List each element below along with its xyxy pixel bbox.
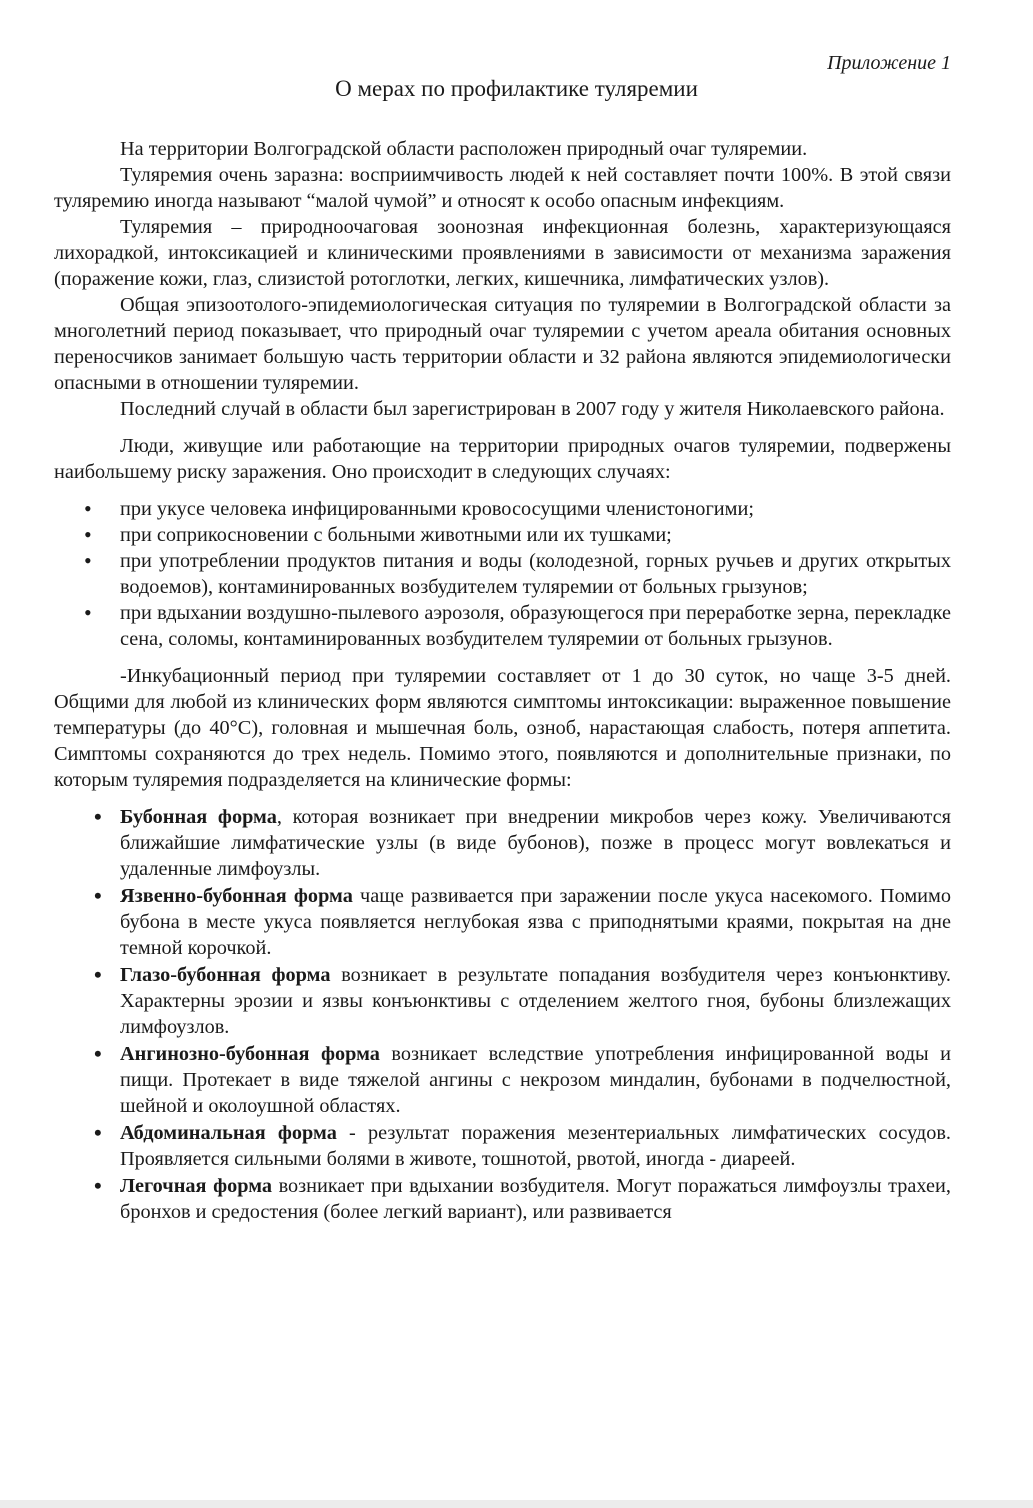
list-item bbox=[54, 1173, 951, 1225]
paragraph: Туляремия – природноочаговая зоонозная инфекционная болезнь, характеризующаяся лихорадкой, интоксикацией и клиническими проявлениями в зависимости от механизма заражения (поражение кожи, глаз, слизистой ротоглотки, легких, кишечника, лимфатических узлов). bbox=[54, 216, 951, 290]
paragraph: Туляремия очень заразна: восприимчивость людей к ней составляет почти 100%. В этой связи туляремию иногда называют “малой чумой” и относят к особо опасным инфекциям. bbox=[54, 164, 951, 212]
form-description: - результат поражения мезентериальных лимфатических сосудов. Проявляется сильными болями в животе, тошнотой, рвотой, иногда - диареей. bbox=[120, 1122, 951, 1170]
paragraph: На территории Волгоградской области расположен природный очаг туляремии. bbox=[120, 138, 808, 160]
list-item bbox=[54, 804, 951, 882]
document-title: О мерах по профилактике туляремии bbox=[335, 76, 698, 101]
form-name: Легочная форма bbox=[120, 1175, 273, 1197]
appendix-label: Приложение 1 bbox=[827, 52, 951, 74]
list-item bbox=[54, 883, 951, 961]
form-name: Ангинозно-бубонная форма bbox=[120, 1043, 380, 1065]
form-description: чаще развивается при заражении после укуса насекомого. Помимо бубона в месте укуса появляется неглубокая язва с приподнятыми краями, покрытая на дне темной корочкой. bbox=[120, 885, 951, 959]
form-name: Язвенно-бубонная форма bbox=[120, 885, 353, 907]
page-bottom-edge bbox=[0, 1500, 1033, 1508]
clinical-forms-list bbox=[54, 804, 951, 1225]
form-description: возникает в результате попадания возбудителя через конъюнктиву. Характерны эрозии и язвы конъюнктивы с отделением желтого гноя, бубоны близлежащих лимфоузлов. bbox=[120, 964, 951, 1038]
form-name: Глазо-бубонная форма bbox=[120, 964, 331, 986]
document-body bbox=[54, 136, 951, 1226]
list-item bbox=[54, 1120, 951, 1172]
incubation-paragraph: -Инкубационный период при туляремии составляет от 1 до 30 суток, но чаще 3-5 дней. Общими для любой из клинических форм являются симптомы интоксикации: выраженное повышение температуры (до 40°C), головная и мышечная боль, озноб, нарастающая слабость, потеря аппетита. Симптомы сохраняются до трех недель. Помимо этого, появляются и дополнительные признаки, по которым туляремия подразделяется на клинические формы: bbox=[54, 665, 951, 791]
list-item bbox=[54, 962, 951, 1040]
list-item: • при укусе человека инфицированными кровососущими членистоногими; bbox=[54, 496, 951, 522]
form-description: возникает при вдыхании возбудителя. Могут поражаться лимфоузлы трахеи, бронхов и средостения (более легкий вариант), или развивается bbox=[120, 1175, 951, 1223]
list-item: • при употреблении продуктов питания и воды (колодезной, горных ручьев и других открытых водоемов), контаминированных возбудителем туляремии от больных грызунов; bbox=[54, 548, 951, 600]
form-name: Абдоминальная форма bbox=[120, 1122, 337, 1144]
risk-intro: Люди, живущие или работающие на территории природных очагов туляремии, подвержены наибольшему риску заражения. Оно происходит в следующих случаях: bbox=[54, 435, 951, 483]
list-item: • при соприкосновении с больными животными или их тушками; bbox=[54, 522, 951, 548]
paragraph: Последний случай в области был зарегистрирован в 2007 году у жителя Николаевского района. bbox=[120, 398, 945, 420]
paragraph: Общая эпизоотолого-эпидемиологическая ситуация по туляремии в Волгоградской области за многолетний период показывает, что природный очаг туляремии с учетом ареала обитания основных переносчиков занимает большую часть территории области и 32 района являются эпидемиологически опасными в отношении туляремии. bbox=[54, 294, 951, 394]
risk-list bbox=[54, 496, 951, 652]
list-item: • при вдыхании воздушно-пылевого аэрозоля, образующегося при переработке зерна, перекладке сена, соломы, контаминированных возбудителем туляремии от больных грызунов. bbox=[54, 600, 951, 652]
list-item bbox=[54, 1041, 951, 1119]
form-description: , которая возникает при внедрении микробов через кожу. Увеличиваются ближайшие лимфатические узлы (в виде бубонов), позже в процесс могут вовлекаться и удаленные лимфоузлы. bbox=[120, 806, 951, 880]
form-name: Бубонная форма bbox=[120, 806, 277, 828]
form-description: возникает вследствие употребления инфицированной воды и пищи. Протекает в виде тяжелой ангины с некрозом миндалин, бубонами в подчелюстной, шейной и околоушной областях. bbox=[120, 1043, 951, 1117]
